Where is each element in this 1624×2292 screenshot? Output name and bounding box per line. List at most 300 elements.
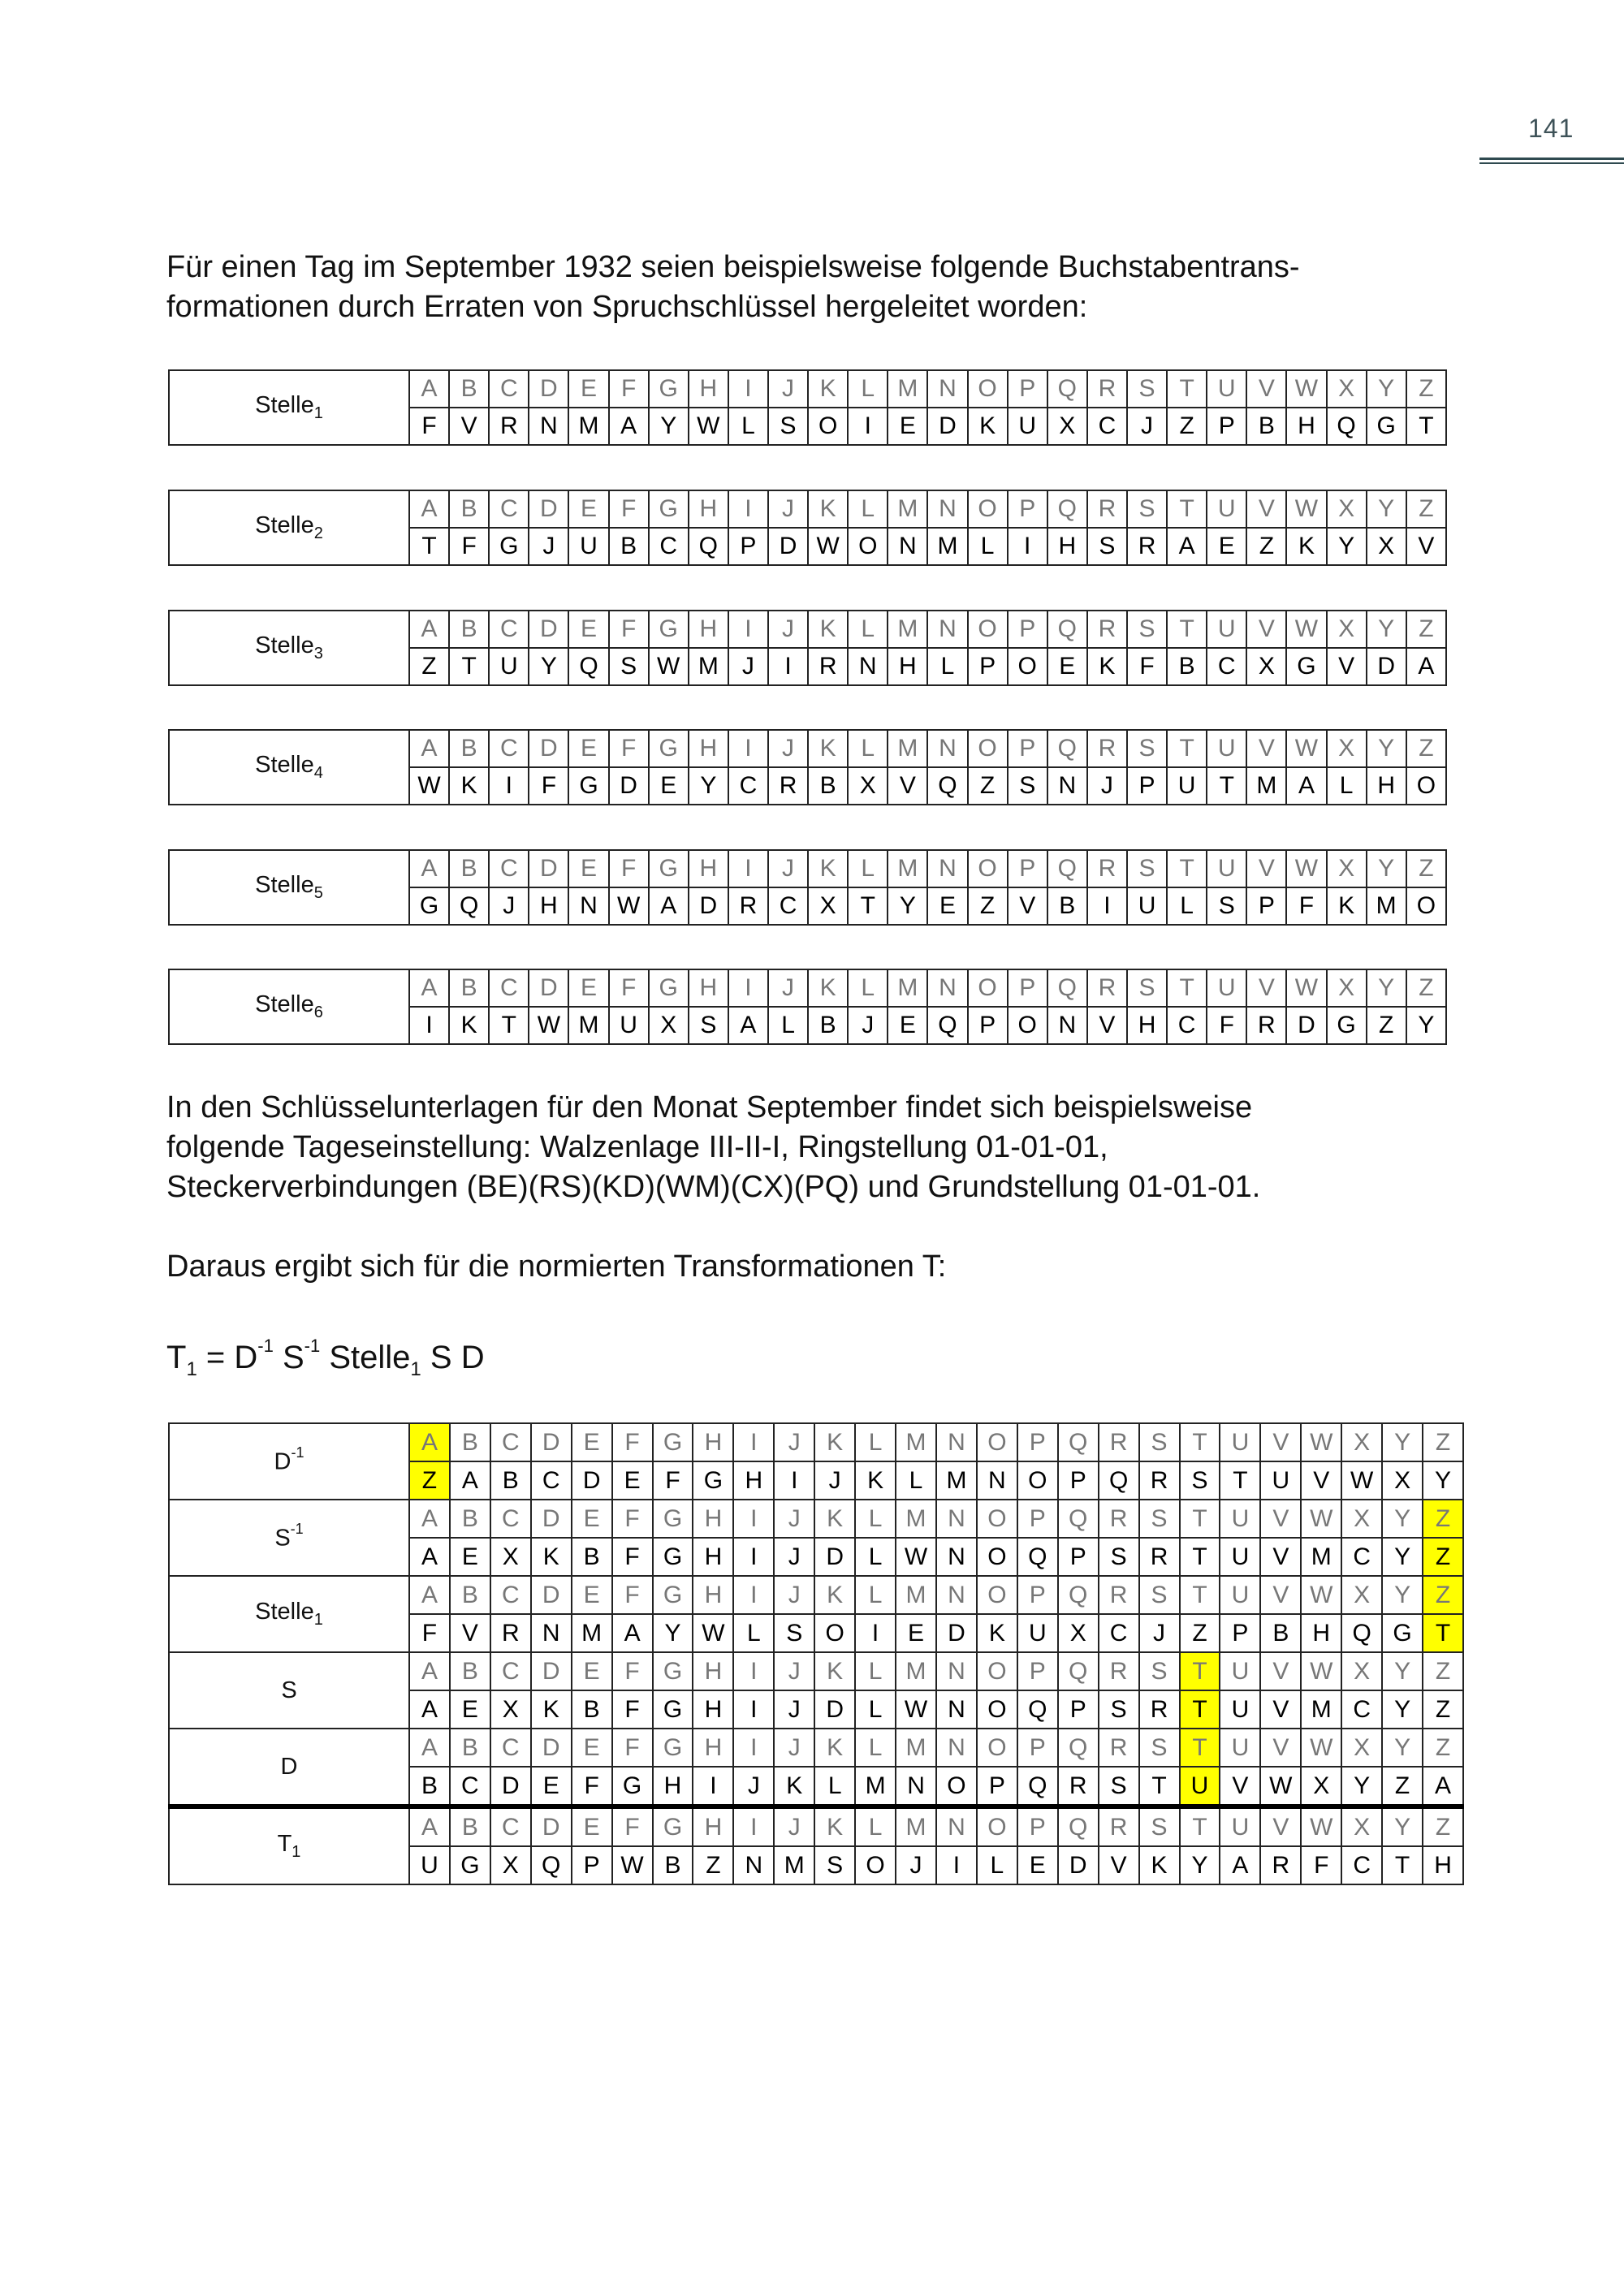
cipher-letter: A — [1423, 1767, 1463, 1806]
plain-letter: V — [1246, 730, 1286, 767]
plain-letter: M — [896, 1423, 936, 1461]
plain-letter: R — [1099, 1729, 1139, 1767]
plain-letter: X — [1327, 969, 1367, 1007]
plain-letter: E — [568, 850, 608, 887]
cipher-letter: R — [490, 1614, 531, 1652]
plain-letter: F — [609, 850, 649, 887]
cipher-letter: Y — [1327, 528, 1367, 565]
cipher-letter: W — [612, 1846, 653, 1884]
cipher-letter: P — [977, 1767, 1017, 1806]
cipher-letter: E — [888, 1007, 927, 1044]
plain-letter: J — [768, 969, 808, 1007]
cipher-letter: X — [490, 1538, 531, 1576]
cipher-letter: F — [1127, 648, 1167, 685]
cipher-letter: M — [936, 1461, 977, 1500]
cipher-letter: M — [1301, 1538, 1341, 1576]
transformation-label-sub: 1 — [313, 1610, 323, 1629]
plain-letter: O — [977, 1423, 1017, 1461]
plain-letter: P — [1008, 730, 1047, 767]
cipher-letter: N — [529, 408, 568, 445]
cipher-letter: A — [1406, 648, 1446, 685]
plain-letter: A — [409, 1576, 450, 1614]
plain-letter: J — [768, 490, 808, 528]
cipher-letter: K — [531, 1690, 572, 1729]
plain-letter: M — [896, 1652, 936, 1690]
plain-letter: L — [855, 1423, 896, 1461]
cipher-letter: S — [689, 1007, 728, 1044]
cipher-letter: U — [1008, 408, 1047, 445]
plain-letter: D — [531, 1652, 572, 1690]
plain-letter: Q — [1058, 1500, 1099, 1538]
cipher-letter: B — [1260, 1614, 1301, 1652]
plain-letter: J — [774, 1500, 814, 1538]
alphabet-row — [169, 1576, 1463, 1614]
cipher-letter: R — [1058, 1767, 1099, 1806]
cipher-letter: E — [1017, 1846, 1058, 1884]
plain-letter: Z — [1406, 370, 1446, 408]
cipher-letter: W — [609, 887, 649, 925]
stelle-label-text: Stelle — [255, 991, 314, 1018]
plain-letter: S — [1127, 490, 1167, 528]
cipher-letter: S — [1008, 767, 1047, 805]
plain-letter: Y — [1382, 1729, 1423, 1767]
cipher-letter: H — [1301, 1614, 1341, 1652]
cipher-letter: X — [808, 887, 848, 925]
plain-letter: R — [1099, 1652, 1139, 1690]
cipher-letter: T — [1220, 1461, 1260, 1500]
plain-letter: R — [1087, 490, 1127, 528]
header-rule-secondary — [1479, 162, 1624, 164]
cipher-letter: Q — [1017, 1538, 1058, 1576]
cipher-letter: T — [409, 528, 449, 565]
plain-letter: N — [927, 969, 967, 1007]
plain-letter: E — [568, 370, 608, 408]
transformation-label-sub: 1 — [292, 1842, 301, 1861]
cipher-letter: L — [855, 1690, 896, 1729]
cipher-letter: O — [855, 1846, 896, 1884]
cipher-letter: H — [693, 1690, 733, 1729]
transformation-label-text: S — [281, 1677, 297, 1703]
cipher-letter: B — [609, 528, 649, 565]
transformation-label-text: T — [277, 1831, 292, 1858]
plain-letter: X — [1341, 1729, 1382, 1767]
cipher-letter: B — [572, 1690, 612, 1729]
plain-letter: L — [855, 1806, 896, 1846]
cipher-letter: V — [1260, 1690, 1301, 1729]
plain-letter: K — [814, 1652, 855, 1690]
plain-letter: E — [572, 1806, 612, 1846]
plain-letter: F — [609, 490, 649, 528]
cipher-letter: V — [1220, 1767, 1260, 1806]
plain-letter: X — [1341, 1500, 1382, 1538]
cipher-letter: I — [936, 1846, 977, 1884]
cipher-letter: C — [1341, 1538, 1382, 1576]
cipher-letter: V — [1327, 648, 1367, 685]
cipher-letter: A — [409, 1690, 450, 1729]
cipher-letter: J — [529, 528, 568, 565]
plain-letter: W — [1301, 1500, 1341, 1538]
cipher-letter: Z — [1382, 1767, 1423, 1806]
stelle-label — [169, 490, 409, 565]
cipher-letter: O — [936, 1767, 977, 1806]
cipher-letter: W — [896, 1690, 936, 1729]
plain-letter: I — [733, 1729, 774, 1767]
cipher-letter: C — [768, 887, 808, 925]
cipher-letter: H — [1423, 1846, 1463, 1884]
formula-tail: S D — [430, 1340, 485, 1375]
cipher-letter: C — [1087, 408, 1127, 445]
cipher-letter: T — [489, 1007, 529, 1044]
plain-letter: L — [855, 1729, 896, 1767]
plain-letter: Q — [1047, 611, 1087, 648]
cipher-letter: M — [1301, 1690, 1341, 1729]
transformation-label-text: D — [274, 1448, 292, 1475]
cipher-letter: G — [568, 767, 608, 805]
plain-letter: O — [977, 1500, 1017, 1538]
plain-letter: C — [489, 611, 529, 648]
cipher-letter: B — [490, 1461, 531, 1500]
plain-letter: G — [653, 1576, 693, 1614]
cipher-letter: W — [649, 648, 689, 685]
cipher-letter: M — [572, 1614, 612, 1652]
cipher-letter: G — [450, 1846, 490, 1884]
cipher-letter: L — [1327, 767, 1367, 805]
plain-letter: S — [1127, 969, 1167, 1007]
alphabet-row — [169, 850, 1446, 887]
plain-letter: S — [1127, 730, 1167, 767]
plain-letter: S — [1127, 611, 1167, 648]
cipher-letter: L — [927, 648, 967, 685]
cipher-letter: Q — [568, 648, 608, 685]
plain-letter: P — [1017, 1500, 1058, 1538]
plain-letter: F — [612, 1652, 653, 1690]
plain-letter: G — [649, 969, 689, 1007]
plain-letter: O — [968, 370, 1008, 408]
plain-letter: T — [1167, 969, 1207, 1007]
cipher-letter: L — [977, 1846, 1017, 1884]
plain-letter: G — [649, 730, 689, 767]
cipher-letter: U — [568, 528, 608, 565]
plain-letter: I — [733, 1652, 774, 1690]
plain-letter: Q — [1047, 969, 1087, 1007]
plain-letter: Z — [1406, 730, 1446, 767]
plain-letter: S — [1139, 1729, 1180, 1767]
plain-letter: J — [774, 1729, 814, 1767]
cipher-letter: X — [490, 1846, 531, 1884]
cipher-letter: E — [450, 1690, 490, 1729]
stelle-label-index: 3 — [313, 644, 323, 663]
cipher-letter: B — [1246, 408, 1286, 445]
highlighted-plain-letter: A — [409, 1423, 450, 1461]
cipher-letter: T — [1180, 1538, 1220, 1576]
cipher-letter: Q — [927, 1007, 967, 1044]
plain-letter: I — [728, 490, 768, 528]
cipher-letter: Q — [1017, 1767, 1058, 1806]
cipher-letter: J — [733, 1767, 774, 1806]
plain-letter: Z — [1423, 1806, 1463, 1846]
plain-letter: V — [1260, 1576, 1301, 1614]
stelle-label — [169, 370, 409, 445]
plain-letter: Q — [1058, 1652, 1099, 1690]
highlighted-cipher-letter: T — [1423, 1614, 1463, 1652]
cipher-letter: E — [896, 1614, 936, 1652]
plain-letter: F — [609, 969, 649, 1007]
plain-letter: E — [572, 1576, 612, 1614]
plain-letter: W — [1286, 611, 1326, 648]
cipher-letter: U — [1127, 887, 1167, 925]
cipher-letter: V — [450, 1614, 490, 1652]
plain-letter: Y — [1382, 1500, 1423, 1538]
cipher-letter: U — [1017, 1614, 1058, 1652]
plain-letter: U — [1207, 730, 1246, 767]
plain-letter: P — [1017, 1652, 1058, 1690]
plain-letter: M — [896, 1576, 936, 1614]
cipher-letter: J — [774, 1538, 814, 1576]
plain-letter: P — [1017, 1806, 1058, 1846]
cipher-letter: B — [409, 1767, 450, 1806]
cipher-letter: Z — [1180, 1614, 1220, 1652]
plain-letter: N — [927, 850, 967, 887]
cipher-letter: N — [568, 887, 608, 925]
cipher-letter: W — [693, 1614, 733, 1652]
plain-letter: H — [693, 1806, 733, 1846]
cipher-letter: W — [1341, 1461, 1382, 1500]
cipher-letter: F — [1286, 887, 1326, 925]
cipher-letter: G — [1286, 648, 1326, 685]
plain-letter: N — [927, 611, 967, 648]
cipher-letter: Y — [1180, 1846, 1220, 1884]
plain-letter: H — [689, 370, 728, 408]
cipher-letter: D — [1286, 1007, 1326, 1044]
cipher-letter: P — [1220, 1614, 1260, 1652]
plain-letter: Q — [1058, 1576, 1099, 1614]
cipher-letter: K — [1139, 1846, 1180, 1884]
plain-letter: S — [1139, 1576, 1180, 1614]
plain-letter: M — [888, 611, 927, 648]
cipher-letter: O — [808, 408, 848, 445]
cipher-letter: U — [609, 1007, 649, 1044]
plain-letter: Y — [1367, 611, 1406, 648]
highlighted-cipher-letter: T — [1180, 1690, 1220, 1729]
plain-letter: Z — [1423, 1652, 1463, 1690]
cipher-letter: K — [774, 1767, 814, 1806]
plain-letter: C — [490, 1729, 531, 1767]
cipher-letter: A — [728, 1007, 768, 1044]
cipher-letter: N — [733, 1846, 774, 1884]
intro-paragraph — [166, 248, 1300, 327]
plain-letter: O — [968, 730, 1008, 767]
cipher-letter: T — [1406, 408, 1446, 445]
plain-letter: U — [1207, 490, 1246, 528]
plain-letter: Q — [1047, 370, 1087, 408]
stelle-table — [168, 849, 1447, 926]
plain-letter: B — [450, 1729, 490, 1767]
cipher-letter: W — [1260, 1767, 1301, 1806]
plain-letter: X — [1341, 1806, 1382, 1846]
cipher-letter: C — [1341, 1690, 1382, 1729]
cipher-letter: K — [449, 1007, 489, 1044]
plain-letter: T — [1180, 1576, 1220, 1614]
cipher-letter: W — [409, 767, 449, 805]
cipher-letter: U — [409, 1846, 450, 1884]
stelle-label-text: Stelle — [255, 872, 314, 899]
plain-letter: C — [489, 969, 529, 1007]
cipher-letter: S — [1099, 1767, 1139, 1806]
plain-letter: T — [1180, 1423, 1220, 1461]
cipher-letter: M — [1246, 767, 1286, 805]
plain-letter: A — [409, 850, 449, 887]
cipher-letter: M — [689, 648, 728, 685]
plain-letter: R — [1099, 1423, 1139, 1461]
cipher-letter: S — [1099, 1690, 1139, 1729]
cipher-letter: N — [936, 1690, 977, 1729]
plain-letter: I — [728, 850, 768, 887]
cipher-letter: X — [1382, 1461, 1423, 1500]
plain-letter: P — [1017, 1576, 1058, 1614]
plain-letter: E — [572, 1652, 612, 1690]
cipher-letter: L — [1167, 887, 1207, 925]
plain-letter: H — [693, 1729, 733, 1767]
cipher-letter: I — [733, 1690, 774, 1729]
plain-letter: Y — [1382, 1806, 1423, 1846]
plain-letter: N — [936, 1423, 977, 1461]
highlighted-plain-letter: Z — [1423, 1500, 1463, 1538]
plain-letter: W — [1286, 969, 1326, 1007]
plain-letter: H — [689, 490, 728, 528]
cipher-letter: S — [1099, 1538, 1139, 1576]
intro-line-1: Für einen Tag im September 1932 seien beispielsweise folgende Buchstabentrans- — [166, 250, 1300, 284]
cipher-letter: G — [693, 1461, 733, 1500]
plain-letter: R — [1087, 730, 1127, 767]
cipher-letter: O — [1406, 887, 1446, 925]
cipher-letter: V — [1260, 1538, 1301, 1576]
cipher-letter: X — [1058, 1614, 1099, 1652]
plain-letter: O — [977, 1576, 1017, 1614]
cipher-letter: K — [977, 1614, 1017, 1652]
plain-letter: V — [1246, 969, 1286, 1007]
plain-letter: U — [1220, 1500, 1260, 1538]
plain-letter: D — [531, 1423, 572, 1461]
cipher-letter: F — [1207, 1007, 1246, 1044]
cipher-letter: R — [489, 408, 529, 445]
cipher-letter: C — [728, 767, 768, 805]
plain-letter: V — [1260, 1500, 1301, 1538]
formula-s: S — [282, 1340, 304, 1375]
plain-letter: S — [1127, 370, 1167, 408]
plain-letter: U — [1220, 1652, 1260, 1690]
alphabet-row — [169, 969, 1446, 1007]
plain-letter: W — [1301, 1576, 1341, 1614]
plain-letter: M — [888, 850, 927, 887]
stelle-table — [168, 490, 1447, 566]
cipher-letter: A — [409, 1538, 450, 1576]
formula-d: D — [234, 1340, 258, 1375]
plain-letter: K — [808, 611, 848, 648]
cipher-letter: Q — [1099, 1461, 1139, 1500]
plain-letter: D — [531, 1500, 572, 1538]
cipher-letter: R — [1139, 1690, 1180, 1729]
cipher-letter: K — [1087, 648, 1127, 685]
cipher-letter: M — [1367, 887, 1406, 925]
cipher-letter: P — [1127, 767, 1167, 805]
cipher-letter: V — [1406, 528, 1446, 565]
plain-letter: G — [653, 1652, 693, 1690]
cipher-letter: F — [409, 1614, 450, 1652]
plain-letter: B — [449, 850, 489, 887]
plain-letter: C — [490, 1652, 531, 1690]
cipher-letter: O — [977, 1690, 1017, 1729]
cipher-letter: F — [1301, 1846, 1341, 1884]
plain-letter: Z — [1406, 611, 1446, 648]
plain-letter: W — [1286, 490, 1326, 528]
transformation-label — [169, 1423, 409, 1500]
cipher-letter: R — [1260, 1846, 1301, 1884]
cipher-letter: L — [768, 1007, 808, 1044]
stelle-label-index: 6 — [313, 1003, 323, 1021]
cipher-letter: L — [968, 528, 1008, 565]
plain-letter: B — [449, 969, 489, 1007]
plain-letter: P — [1017, 1729, 1058, 1767]
plain-letter: K — [814, 1806, 855, 1846]
alphabet-row — [169, 1806, 1463, 1846]
plain-letter: W — [1301, 1652, 1341, 1690]
plain-letter: R — [1099, 1500, 1139, 1538]
plain-letter: R — [1087, 969, 1127, 1007]
cipher-letter: D — [1058, 1846, 1099, 1884]
cipher-letter: O — [848, 528, 888, 565]
plain-letter: B — [450, 1500, 490, 1538]
cipher-letter: Q — [1017, 1690, 1058, 1729]
formula-stelle-sub: 1 — [410, 1358, 421, 1380]
plain-letter: T — [1167, 370, 1207, 408]
cipher-letter: X — [848, 767, 888, 805]
cipher-letter: P — [1058, 1690, 1099, 1729]
cipher-letter: R — [1246, 1007, 1286, 1044]
plain-letter: K — [808, 850, 848, 887]
cipher-letter: P — [1058, 1538, 1099, 1576]
settings-paragraph — [166, 1088, 1260, 1207]
plain-letter: D — [529, 490, 568, 528]
plain-letter: Z — [1406, 490, 1446, 528]
plain-letter: X — [1341, 1423, 1382, 1461]
plain-letter: S — [1139, 1423, 1180, 1461]
cipher-letter: S — [774, 1614, 814, 1652]
plain-letter: N — [927, 730, 967, 767]
settings-line-3: Steckerverbindungen (BE)(RS)(KD)(WM)(CX)(PQ) und Grundstellung 01-01-01. — [166, 1170, 1261, 1204]
cipher-letter: Q — [1327, 408, 1367, 445]
formula — [166, 1335, 485, 1381]
cipher-letter: F — [653, 1461, 693, 1500]
plain-letter: O — [977, 1729, 1017, 1767]
plain-letter: L — [848, 730, 888, 767]
composition-table — [168, 1422, 1464, 1885]
cipher-letter: Y — [1341, 1767, 1382, 1806]
plain-letter: O — [968, 611, 1008, 648]
plain-letter: H — [693, 1652, 733, 1690]
cipher-letter: D — [927, 408, 967, 445]
plain-letter: B — [450, 1652, 490, 1690]
plain-letter: Z — [1423, 1729, 1463, 1767]
cipher-letter: Z — [693, 1846, 733, 1884]
formula-d-sup: -1 — [257, 1335, 274, 1356]
plain-letter: N — [927, 370, 967, 408]
plain-letter: O — [968, 850, 1008, 887]
cipher-letter: K — [855, 1461, 896, 1500]
plain-letter: D — [529, 730, 568, 767]
stelle-label — [169, 850, 409, 925]
cipher-letter: D — [936, 1614, 977, 1652]
plain-letter: G — [653, 1806, 693, 1846]
